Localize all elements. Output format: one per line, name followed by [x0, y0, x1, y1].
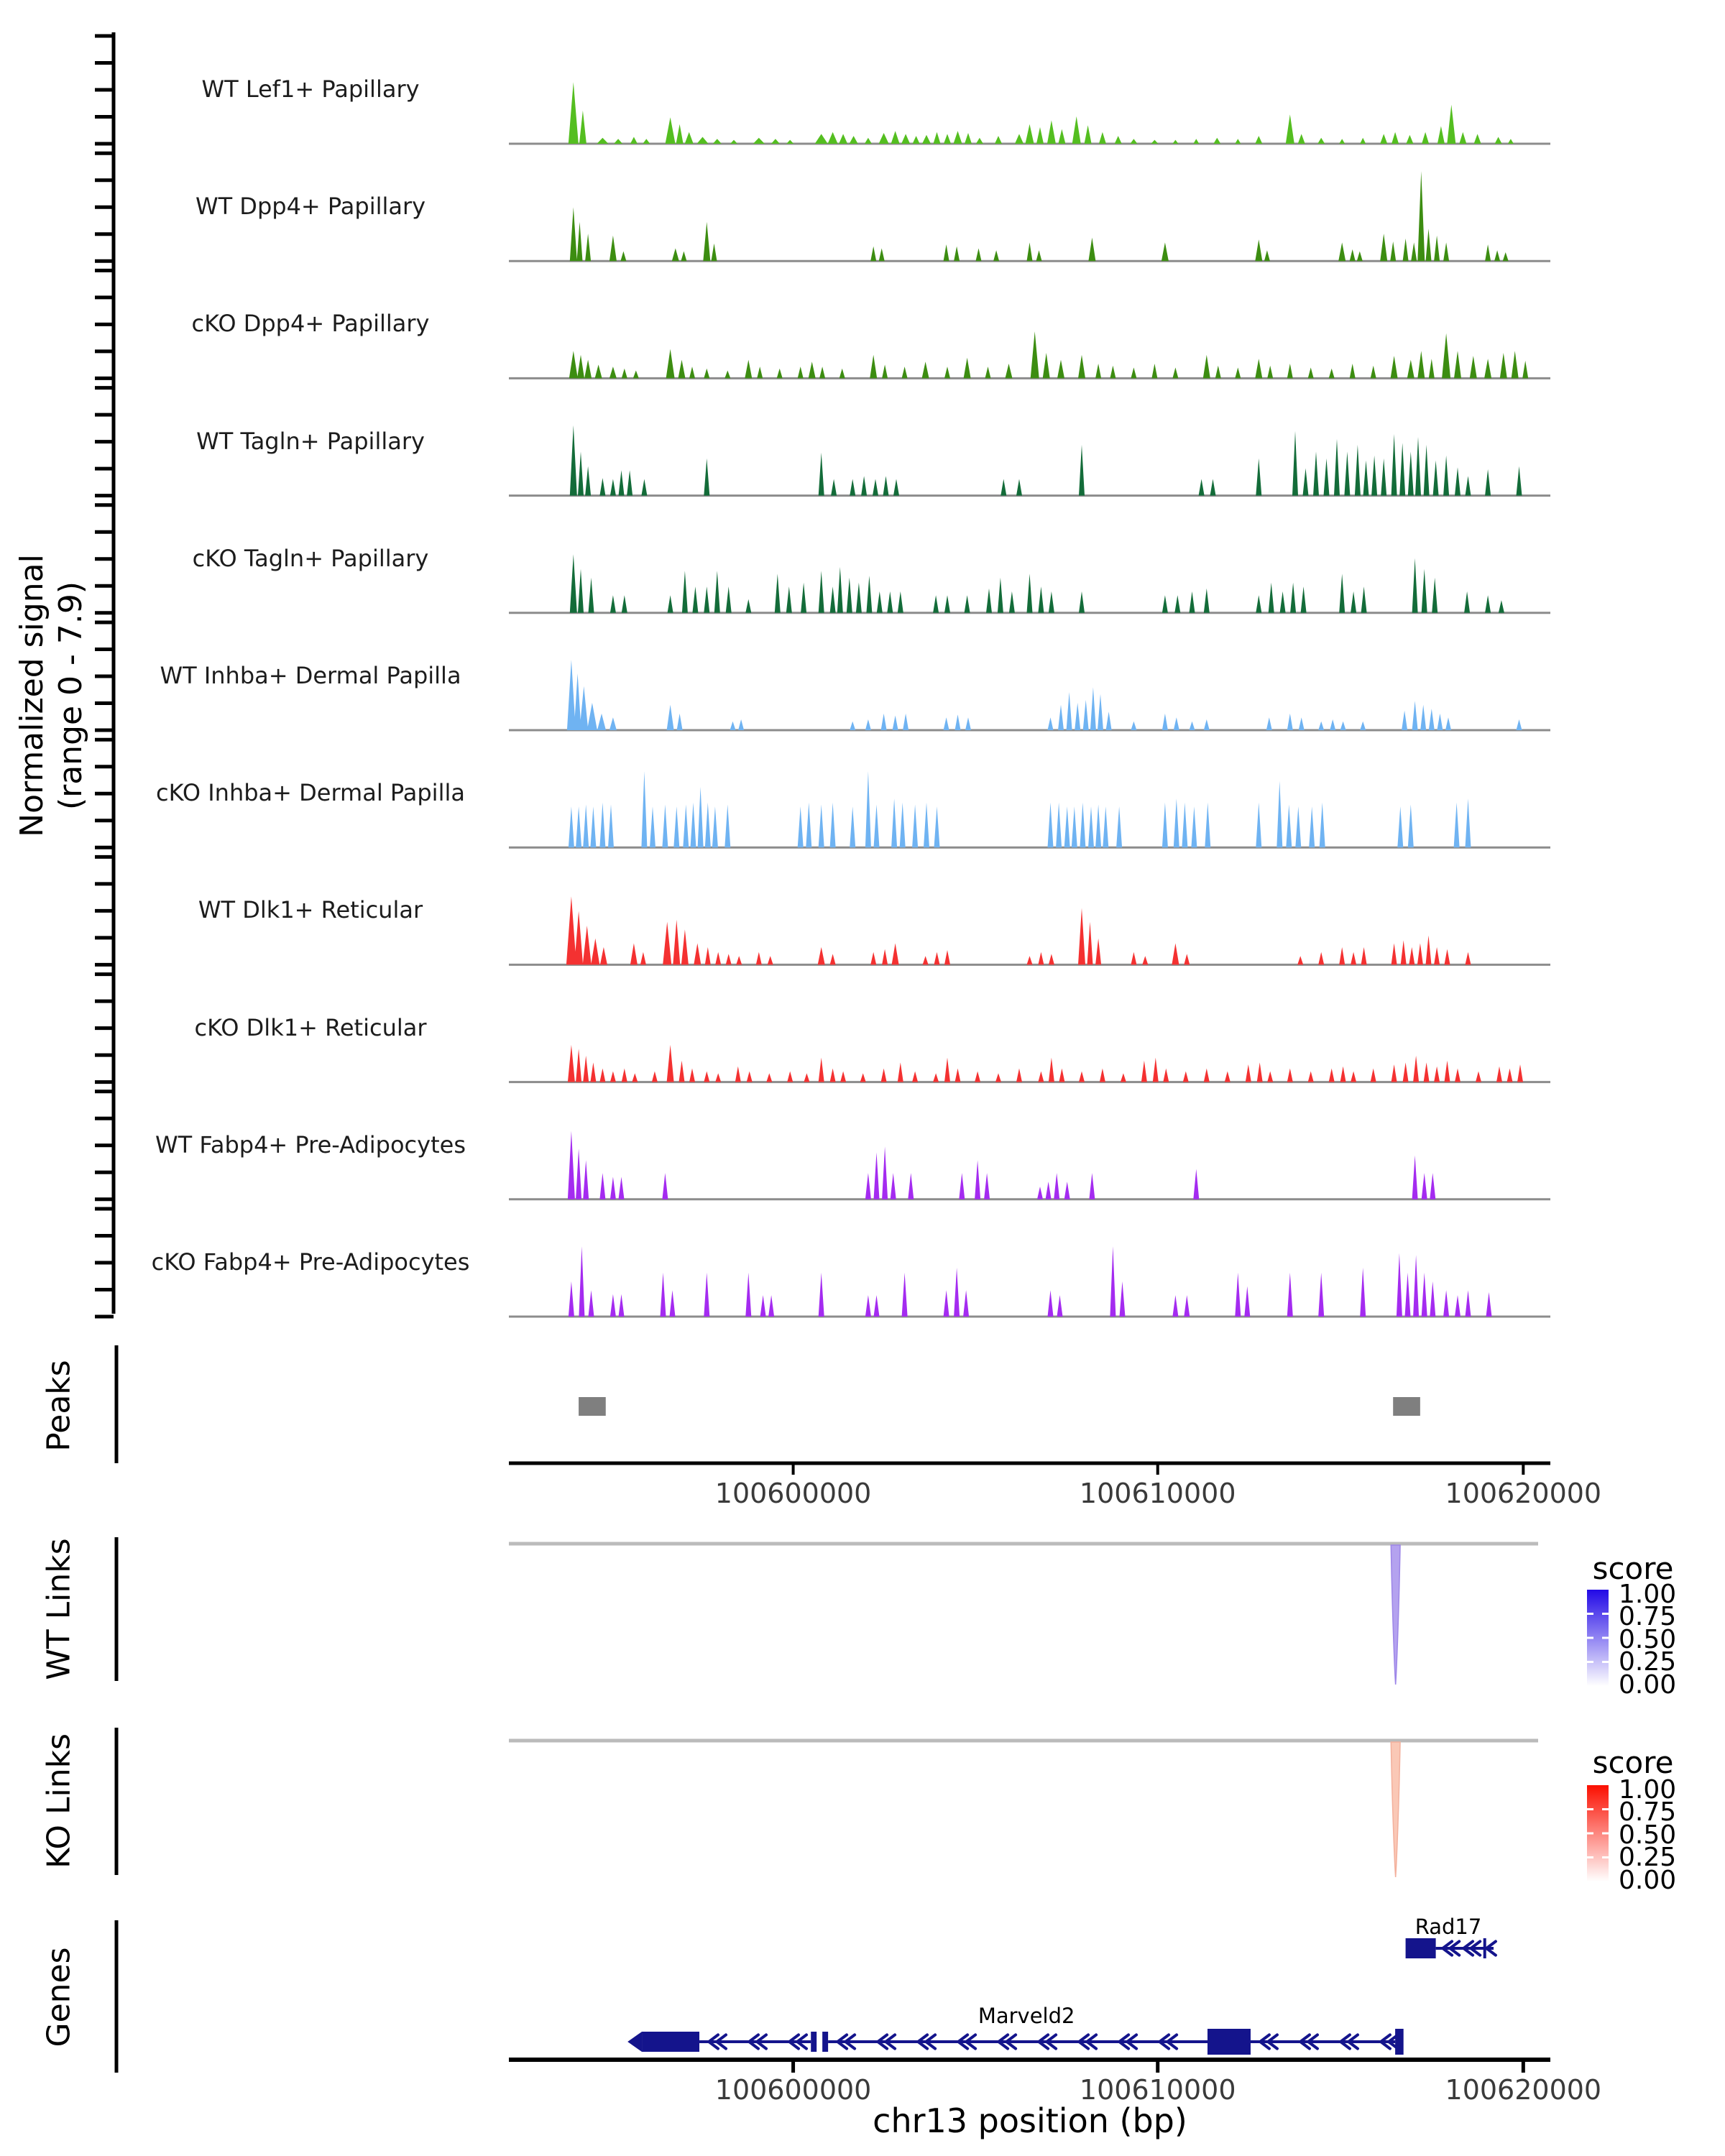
coverage-signal — [509, 82, 1550, 144]
gene-exon-rad17 — [1406, 1938, 1436, 1958]
wt-score-legend-title: score — [1592, 1551, 1674, 1586]
coverage-signal — [509, 331, 1550, 378]
track-label: WT Fabp4+ Pre-Adipocytes — [155, 1130, 466, 1158]
track-label: cKO Tagln+ Papillary — [192, 544, 429, 572]
coverage-signal — [509, 771, 1550, 847]
ko-score-legend-title: score — [1592, 1745, 1674, 1780]
x-axis-title: chr13 position (bp) — [873, 2101, 1187, 2140]
track-label: WT Tagln+ Papillary — [196, 427, 425, 455]
peaks-axis-tick-label: 100610000 — [1079, 1478, 1236, 1509]
ko-links-legend-tick-label: 1.00 — [1619, 1775, 1677, 1805]
x-axis-tick-label: 100610000 — [1079, 2074, 1236, 2106]
section-label-peaks: Peaks — [40, 1360, 78, 1452]
gene-tip-marveld2 — [627, 2032, 642, 2052]
ko-links-legend-tick-label: 0.75 — [1619, 1797, 1677, 1828]
x-axis-tick-label: 100620000 — [1445, 2074, 1602, 2106]
wt-links-arc — [1391, 1545, 1400, 1685]
track-label: WT Lef1+ Papillary — [201, 75, 420, 103]
peak-box — [1393, 1397, 1420, 1416]
wt-links-legend-tick-label: 1.00 — [1619, 1580, 1677, 1609]
track-label: cKO Dpp4+ Papillary — [191, 310, 430, 338]
coverage-signal — [509, 171, 1550, 261]
gene-exon-marveld2 — [1395, 2029, 1404, 2055]
ko-links-arc — [1391, 1742, 1400, 1877]
peak-box — [579, 1397, 606, 1416]
gene-exon-marveld2 — [811, 2032, 816, 2052]
coverage-signal — [509, 1045, 1550, 1082]
coverage-signal — [509, 1246, 1550, 1317]
gene-label-marveld2: Marveld2 — [978, 2004, 1075, 2028]
gene-label-rad17: Rad17 — [1414, 1915, 1482, 1939]
gene-exon-marveld2 — [642, 2032, 699, 2052]
x-axis-tick-label: 100600000 — [714, 2074, 872, 2106]
y-axis-title-line2: (range 0 - 7.9) — [52, 581, 89, 811]
track-label: cKO Dlk1+ Reticular — [194, 1013, 427, 1041]
y-axis-title — [13, 554, 91, 837]
section-label-ko-links: KO Links — [40, 1733, 78, 1869]
wt-links-legend-tick-label: 0.75 — [1619, 1602, 1677, 1632]
section-label-genes: Genes — [40, 1947, 78, 2047]
track-label: WT Dpp4+ Papillary — [195, 193, 426, 221]
gene-exon-marveld2 — [1208, 2029, 1251, 2055]
track-label: cKO Inhba+ Dermal Papilla — [156, 779, 465, 807]
track-label: WT Inhba+ Dermal Papilla — [160, 662, 461, 689]
coverage-signal — [509, 425, 1550, 496]
ko-links-legend-tick-label: 0.50 — [1619, 1820, 1677, 1850]
ko-links-legend-tick-label: 0.00 — [1619, 1865, 1677, 1895]
ko-links-legend-tick-label: 0.25 — [1619, 1843, 1677, 1873]
coverage-signal — [509, 554, 1550, 613]
coverage-signal — [509, 1131, 1550, 1199]
peaks-axis-tick-label: 100600000 — [714, 1478, 872, 1509]
wt-links-legend-tick-label: 0.50 — [1619, 1624, 1677, 1654]
section-label-wt-links: WT Links — [40, 1538, 78, 1680]
coverage-signal — [509, 896, 1550, 964]
wt-links-legend-tick-label: 0.25 — [1619, 1647, 1677, 1677]
track-label: cKO Fabp4+ Pre-Adipocytes — [151, 1248, 470, 1276]
gene-exon-marveld2 — [822, 2032, 828, 2052]
wt-links-legend-tick-label: 0.00 — [1619, 1669, 1677, 1700]
peaks-axis-tick-label: 100620000 — [1445, 1478, 1602, 1509]
coverage-signal — [509, 660, 1550, 730]
track-label: WT Dlk1+ Reticular — [198, 896, 423, 924]
y-axis-title-line1: Normalized signal — [14, 554, 50, 837]
